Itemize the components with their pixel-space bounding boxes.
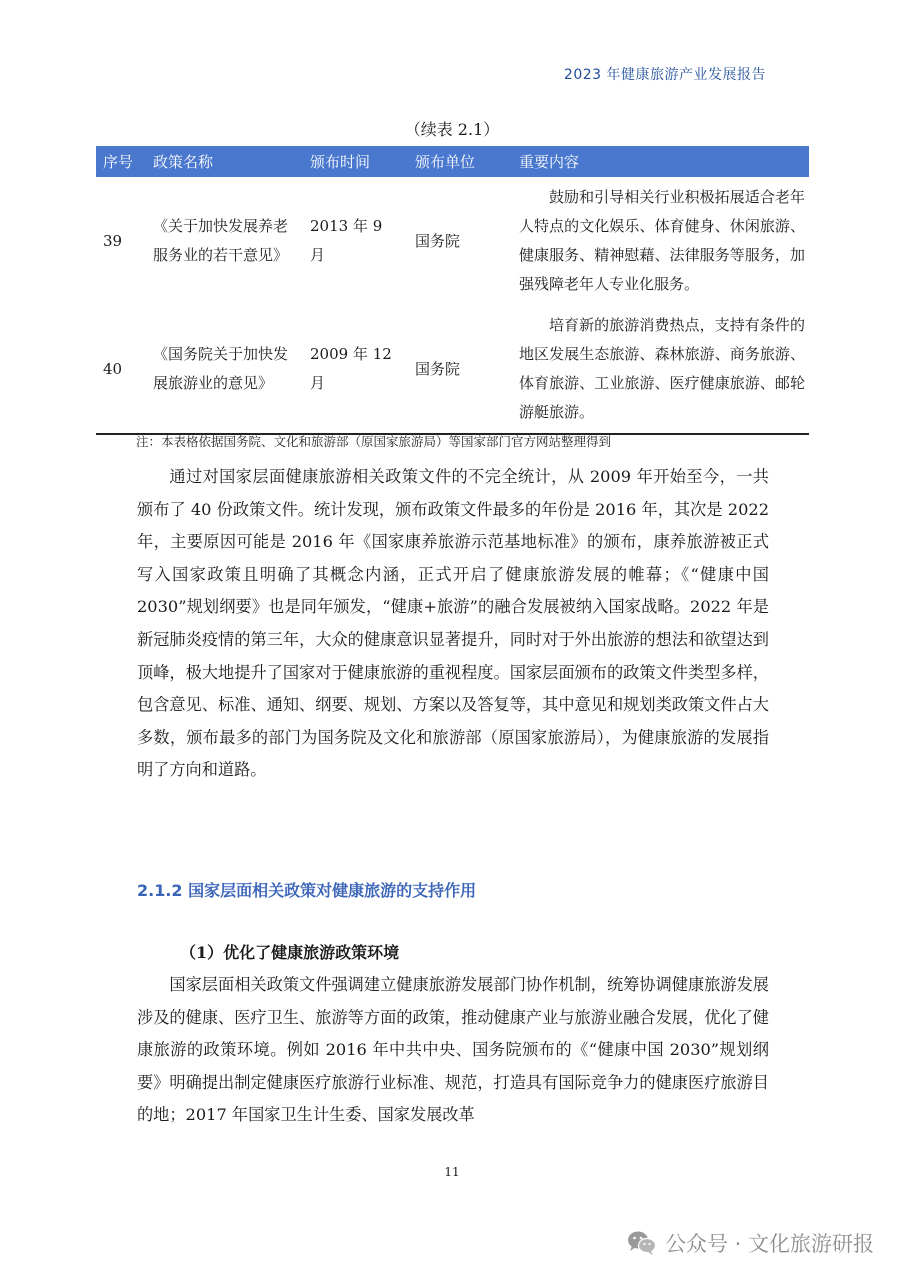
issuer: 国务院 [415,359,461,378]
watermark [627,1228,874,1258]
table-row [96,177,809,305]
issue-date: 2013 年 9 月 [310,217,383,264]
page-number: 11 [444,1165,460,1179]
running-header: 2023 年健康旅游产业发展报告 [563,67,766,83]
column-header: 颁布时间 [301,146,406,177]
wechat-icon [627,1230,657,1256]
policy-table [96,146,809,435]
column-header: 序号 [96,146,144,177]
key-content: 鼓励和引导相关行业积极拓展适合老年人特点的文化娱乐、体育健身、休闲旅游、健康服务、精神慰藉、法律服务等服务，加强残障老年人专业化服务。 [519,188,805,293]
watermark-text: 公众号 · 文化旅游研报 [664,1232,874,1256]
column-header: 颁布单位 [406,146,510,177]
column-header: 重要内容 [510,146,809,177]
column-header: 政策名称 [144,146,301,177]
policy-name: 《关于加快发展养老服务业的若干意见》 [153,217,289,264]
table-header-row [96,146,809,177]
issuer: 国务院 [415,231,461,250]
policy-name: 《国务院关于加快发展旅游业的意见》 [153,345,289,392]
section-heading: 2.1.2 国家层面相关政策对健康旅游的支持作用 [137,881,477,900]
body-paragraph: 通过对国家层面健康旅游相关政策文件的不完全统计，从 2009 年开始至今，一共颁布了 40 份政策文件。统计发现，颁布政策文件最多的年份是 2016 年，其次是 2022 年，主要原因可能是 2016 年《国家康养旅游示范基地标准》的颁布，康养旅游被正式写入国家政策且明确了其概念内涵，正式开启了健康旅游发展的帷幕；《“健康中国 2030”规划纲要》也是同年颁发，“健康+旅游”的融合发展被纳入国家战略。2022 年是新冠肺炎疫情的第三年，大众的健康意识显著提升，同时对于外出旅游的想法和欲望达到顶峰，极大地提升了国家对于健康旅游的重视程度。国家层面颁布的政策文件类型多样，包含意见、标准、通知、纲要、规划、方案以及答复等，其中意见和规划类政策文件占大多数，颁布最多的部门为国务院及文化和旅游部（原国家旅游局），为健康旅游的发展指明了方向和道路。 [137,467,769,780]
table-note: 注：本表格依据国务院、文化和旅游部（原国家旅游局）等国家部门官方网站整理得到 [136,434,612,449]
row-number: 39 [103,231,123,250]
sub-heading: （1）优化了健康旅游政策环境 [180,943,400,962]
table-row [96,305,809,434]
table-caption: （续表 2.1） [404,120,500,139]
row-number: 40 [103,359,123,378]
issue-date: 2009 年 12 月 [310,345,392,392]
key-content: 培育新的旅游消费热点，支持有条件的地区发展生态旅游、森林旅游、商务旅游、体育旅游、工业旅游、医疗健康旅游、邮轮游艇旅游。 [519,316,805,421]
body-paragraph: 国家层面相关政策文件强调建立健康旅游发展部门协作机制，统筹协调健康旅游发展涉及的健康、医疗卫生、旅游等方面的政策，推动健康产业与旅游业融合发展，优化了健康旅游的政策环境。例如 2016 年中共中央、国务院颁布的《“健康中国 2030”规划纲要》明确提出制定健康医疗旅游行业标准、规范，打造具有国际竞争力的健康医疗旅游目的地；2017 年国家卫生计生委、国家发展改革 [137,975,769,1125]
